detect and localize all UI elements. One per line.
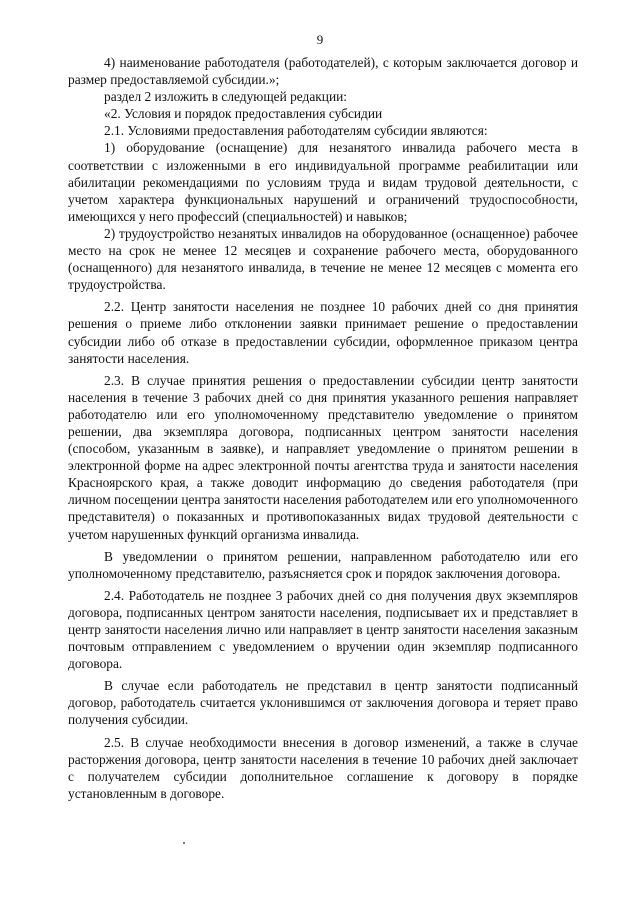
paragraph-2-2: 2.2. Центр занятости населения не позднее 10 рабочих дней со дня принятия решения о приеме либо отклонении заявки принимает решение о предоставлении субсидии либо об отказе в предоставлении субсидии, оформленное приказом центра занятости населения. <box>68 299 578 366</box>
paragraph-evasion: В случае если работодатель не представил в центр занятости подписанный договор, работодатель считается уклонившимся от заключения договора и теряет право получения субсидии. <box>68 678 578 728</box>
paragraph-section-instruction: раздел 2 изложить в следующей редакции: <box>104 89 348 105</box>
paragraph-2-4: 2.4. Работодатель не позднее 3 рабочих дней со дня получения двух экземпляров договора, подписанных центром занятости населения, подписывает их и представляет в центр занятости населения лично или направляет в центр занятости населения заказным почтовым отправлением с уведомлением о вручении один экземпляр подписанного договора. <box>68 587 578 672</box>
paragraph-item-4: 4) наименование работодателя (работодателей), с которым заключается договор и размер предоставляемой субсидии.»; <box>68 55 578 88</box>
document-body <box>68 54 578 802</box>
paragraph-2-1-item-1: 1) оборудование (оснащение) для незанятого инвалида рабочего места в соответствии с изложенными в его индивидуальной программе реабилитации или абилитации рекомендациями по условиям труда и видам трудовой деятельности, с учетом характера функциональных нарушений и ограничений трудоспособности, имеющихся у него профессий (специальностей) и навыков; <box>68 140 578 224</box>
paragraph-2-3: 2.3. В случае принятия решения о предоставлении субсидии центр занятости населения в течение 3 рабочих дней со дня принятия указанного решения направляет работодателю или его уполномоченному представителю уведомление о принятом решении, два экземпляра договора, подписанных центром занятости населения (способом, указанным в заявке), и направляет уведомление о принятом решении в электронной форме на адрес электронной почты агентства труда и занятости населения Красноярского края, а также доводит информацию до сведения работодателя (при личном посещении центра занятости населения работодателем или его уполномоченного представителя) о показанных и противопоказанных видах трудовой деятельности с учетом нарушенных функций организма инвалида. <box>68 372 578 542</box>
paragraph-2-1: 2.1. Условиями предоставления работодателям субсидии являются: <box>104 123 488 139</box>
scan-speck <box>183 842 185 844</box>
page-number: 9 <box>316 32 324 47</box>
paragraph-2-5: 2.5. В случае необходимости внесения в договор изменений, а также в случае расторжения договора, центр занятости населения в течение 10 рабочих дней заключает с получателем субсидии дополнительное соглашение к договору в порядке установленным в договоре. <box>68 734 578 801</box>
paragraph-notification: В уведомлении о принятом решении, направленном работодателю или его уполномоченному представителю, разъясняется срок и порядок заключения договора. <box>68 548 578 581</box>
section-2-heading: «2. Условия и порядок предоставления субсидии <box>104 106 383 122</box>
paragraph-2-1-item-2: 2) трудоустройство незанятых инвалидов на оборудованное (оснащенное) рабочее место на срок не менее 12 месяцев и сохранение рабочего места, оборудованного (оснащенного) для незанятого инвалида, в течение не менее 12 месяцев с момента его трудоустройства. <box>68 225 578 293</box>
